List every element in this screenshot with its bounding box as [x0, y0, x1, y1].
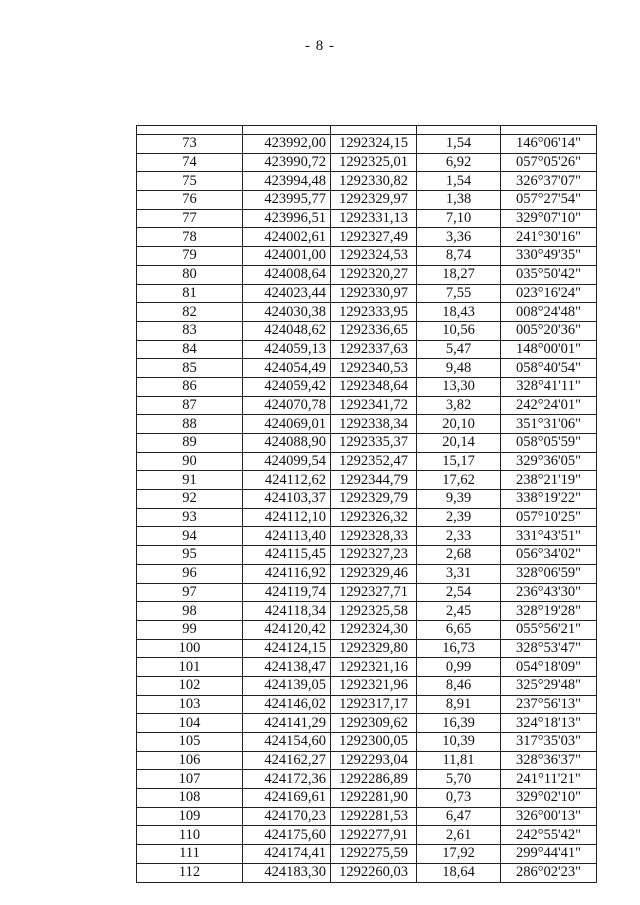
coordinates-table-body	[137, 126, 597, 883]
y-coordinate-cell: 1292341,72	[331, 396, 417, 415]
direction-angle-cell: 238°21'19"	[501, 471, 597, 490]
y-coordinate-cell: 1292260,03	[331, 863, 417, 882]
point-number-cell: 103	[137, 695, 243, 714]
point-number-cell: 89	[137, 434, 243, 453]
point-number-cell: 88	[137, 415, 243, 434]
direction-angle-cell: 058°40'54"	[501, 359, 597, 378]
y-coordinate-cell: 1292321,16	[331, 658, 417, 677]
y-coordinate-cell: 1292325,01	[331, 153, 417, 172]
direction-angle-cell: 317°35'03"	[501, 733, 597, 752]
point-number-cell: 91	[137, 471, 243, 490]
segment-length-cell: 3,82	[417, 396, 501, 415]
point-number-cell: 107	[137, 770, 243, 789]
point-number-cell: 85	[137, 359, 243, 378]
page-number: - 8 -	[305, 38, 335, 54]
table-row	[137, 602, 597, 621]
point-number-cell: 94	[137, 527, 243, 546]
direction-angle-cell: 331°43'51"	[501, 527, 597, 546]
direction-angle-cell: 057°10'25"	[501, 508, 597, 527]
segment-length-cell: 13,30	[417, 377, 501, 396]
point-number-cell: 83	[137, 321, 243, 340]
coordinates-table	[136, 125, 597, 883]
segment-length-cell: 7,10	[417, 209, 501, 228]
x-coordinate-cell: 424008,64	[243, 265, 331, 284]
x-coordinate-cell: 424099,54	[243, 452, 331, 471]
direction-angle-cell: 328°06'59"	[501, 564, 597, 583]
x-coordinate-cell: 424112,10	[243, 508, 331, 527]
y-coordinate-cell: 1292344,79	[331, 471, 417, 490]
point-number-cell: 101	[137, 658, 243, 677]
y-coordinate-cell: 1292317,17	[331, 695, 417, 714]
point-number-cell: 78	[137, 228, 243, 247]
segment-length-cell: 2,33	[417, 527, 501, 546]
x-coordinate-cell: 424115,45	[243, 546, 331, 565]
segment-length-cell: 17,62	[417, 471, 501, 490]
segment-length-cell: 6,92	[417, 153, 501, 172]
direction-angle-cell: 236°43'30"	[501, 583, 597, 602]
segment-length-cell: 2,39	[417, 508, 501, 527]
segment-length-cell: 18,64	[417, 863, 501, 882]
direction-angle-cell: 330°49'35"	[501, 247, 597, 266]
table-row	[137, 863, 597, 882]
y-coordinate-cell: 1292330,97	[331, 284, 417, 303]
table-top-spacer-row	[137, 126, 597, 135]
direction-angle-cell: 057°05'26"	[501, 153, 597, 172]
y-coordinate-cell: 1292337,63	[331, 340, 417, 359]
table-row	[137, 751, 597, 770]
y-coordinate-cell: 1292329,46	[331, 564, 417, 583]
direction-angle-cell: 054°18'09"	[501, 658, 597, 677]
y-coordinate-cell: 1292277,91	[331, 826, 417, 845]
y-coordinate-cell: 1292329,80	[331, 639, 417, 658]
x-coordinate-cell: 424103,37	[243, 490, 331, 509]
y-coordinate-cell: 1292333,95	[331, 303, 417, 322]
table-row	[137, 676, 597, 695]
x-coordinate-cell: 423994,48	[243, 172, 331, 191]
point-number-cell: 77	[137, 209, 243, 228]
direction-angle-cell: 329°36'05"	[501, 452, 597, 471]
segment-length-cell: 7,55	[417, 284, 501, 303]
y-coordinate-cell: 1292293,04	[331, 751, 417, 770]
direction-angle-cell: 058°05'59"	[501, 434, 597, 453]
direction-angle-cell: 326°00'13"	[501, 807, 597, 826]
point-number-cell: 90	[137, 452, 243, 471]
point-number-cell: 112	[137, 863, 243, 882]
point-number-cell: 97	[137, 583, 243, 602]
y-coordinate-cell: 1292327,71	[331, 583, 417, 602]
y-coordinate-cell: 1292275,59	[331, 845, 417, 864]
point-number-cell: 92	[137, 490, 243, 509]
x-coordinate-cell: 423996,51	[243, 209, 331, 228]
point-number-cell: 95	[137, 546, 243, 565]
table-row	[137, 359, 597, 378]
x-coordinate-cell: 424054,49	[243, 359, 331, 378]
table-row	[137, 303, 597, 322]
y-coordinate-cell: 1292324,15	[331, 135, 417, 154]
direction-angle-cell: 148°00'01"	[501, 340, 597, 359]
direction-angle-cell: 325°29'48"	[501, 676, 597, 695]
table-row	[137, 583, 597, 602]
table-row	[137, 770, 597, 789]
table-row	[137, 620, 597, 639]
table-row	[137, 639, 597, 658]
table-row	[137, 321, 597, 340]
point-number-cell: 82	[137, 303, 243, 322]
table-row	[137, 265, 597, 284]
segment-length-cell: 8,74	[417, 247, 501, 266]
y-coordinate-cell: 1292300,05	[331, 733, 417, 752]
y-coordinate-cell: 1292328,33	[331, 527, 417, 546]
x-coordinate-cell: 424001,00	[243, 247, 331, 266]
x-coordinate-cell: 424088,90	[243, 434, 331, 453]
point-number-cell: 87	[137, 396, 243, 415]
segment-length-cell: 2,45	[417, 602, 501, 621]
x-coordinate-cell: 424002,61	[243, 228, 331, 247]
segment-length-cell: 17,92	[417, 845, 501, 864]
segment-length-cell: 10,56	[417, 321, 501, 340]
direction-angle-cell: 056°34'02"	[501, 546, 597, 565]
segment-length-cell: 11,81	[417, 751, 501, 770]
point-number-cell: 110	[137, 826, 243, 845]
y-coordinate-cell: 1292327,49	[331, 228, 417, 247]
direction-angle-cell: 242°24'01"	[501, 396, 597, 415]
y-coordinate-cell: 1292324,53	[331, 247, 417, 266]
point-number-cell: 86	[137, 377, 243, 396]
segment-length-cell: 1,38	[417, 191, 501, 210]
table-row	[137, 340, 597, 359]
y-coordinate-cell: 1292330,82	[331, 172, 417, 191]
direction-angle-cell: 005°20'36"	[501, 321, 597, 340]
direction-angle-cell: 237°56'13"	[501, 695, 597, 714]
table-row	[137, 733, 597, 752]
direction-angle-cell: 328°41'11"	[501, 377, 597, 396]
segment-length-cell: 8,46	[417, 676, 501, 695]
segment-length-cell: 0,73	[417, 789, 501, 808]
x-coordinate-cell: 424116,92	[243, 564, 331, 583]
x-coordinate-cell: 424183,30	[243, 863, 331, 882]
table-row	[137, 377, 597, 396]
segment-length-cell: 6,65	[417, 620, 501, 639]
direction-angle-cell: 329°07'10"	[501, 209, 597, 228]
direction-angle-cell: 055°56'21"	[501, 620, 597, 639]
table-row	[137, 658, 597, 677]
x-coordinate-cell: 424169,61	[243, 789, 331, 808]
point-number-cell: 84	[137, 340, 243, 359]
point-number-cell: 109	[137, 807, 243, 826]
segment-length-cell: 10,39	[417, 733, 501, 752]
x-coordinate-cell: 424162,27	[243, 751, 331, 770]
segment-length-cell: 20,14	[417, 434, 501, 453]
segment-length-cell: 8,91	[417, 695, 501, 714]
point-number-cell: 105	[137, 733, 243, 752]
y-coordinate-cell: 1292338,34	[331, 415, 417, 434]
y-coordinate-cell: 1292281,90	[331, 789, 417, 808]
segment-length-cell: 2,54	[417, 583, 501, 602]
y-coordinate-cell: 1292336,65	[331, 321, 417, 340]
segment-length-cell: 18,43	[417, 303, 501, 322]
direction-angle-cell: 023°16'24"	[501, 284, 597, 303]
segment-length-cell: 1,54	[417, 135, 501, 154]
x-coordinate-cell: 424069,01	[243, 415, 331, 434]
segment-length-cell: 1,54	[417, 172, 501, 191]
point-number-cell: 100	[137, 639, 243, 658]
point-number-cell: 81	[137, 284, 243, 303]
segment-length-cell: 5,47	[417, 340, 501, 359]
direction-angle-cell: 242°55'42"	[501, 826, 597, 845]
y-coordinate-cell: 1292321,96	[331, 676, 417, 695]
x-coordinate-cell: 424124,15	[243, 639, 331, 658]
y-coordinate-cell: 1292281,53	[331, 807, 417, 826]
segment-length-cell: 2,61	[417, 826, 501, 845]
segment-length-cell: 5,70	[417, 770, 501, 789]
point-number-cell: 96	[137, 564, 243, 583]
direction-angle-cell: 057°27'54"	[501, 191, 597, 210]
x-coordinate-cell: 424030,38	[243, 303, 331, 322]
y-coordinate-cell: 1292320,27	[331, 265, 417, 284]
y-coordinate-cell: 1292309,62	[331, 714, 417, 733]
y-coordinate-cell: 1292340,53	[331, 359, 417, 378]
point-number-cell: 106	[137, 751, 243, 770]
x-coordinate-cell: 424154,60	[243, 733, 331, 752]
x-coordinate-cell: 423992,00	[243, 135, 331, 154]
direction-angle-cell: 146°06'14"	[501, 135, 597, 154]
table-row	[137, 284, 597, 303]
direction-angle-cell: 329°02'10"	[501, 789, 597, 808]
table-row	[137, 247, 597, 266]
table-row	[137, 789, 597, 808]
y-coordinate-cell: 1292324,30	[331, 620, 417, 639]
table-row	[137, 434, 597, 453]
x-coordinate-cell: 424059,13	[243, 340, 331, 359]
y-coordinate-cell: 1292326,32	[331, 508, 417, 527]
x-coordinate-cell: 424059,42	[243, 377, 331, 396]
segment-length-cell: 2,68	[417, 546, 501, 565]
x-coordinate-cell: 423995,77	[243, 191, 331, 210]
table-row	[137, 508, 597, 527]
table-row	[137, 826, 597, 845]
x-coordinate-cell: 424113,40	[243, 527, 331, 546]
x-coordinate-cell: 424175,60	[243, 826, 331, 845]
segment-length-cell: 9,48	[417, 359, 501, 378]
table-row	[137, 415, 597, 434]
x-coordinate-cell: 424170,23	[243, 807, 331, 826]
x-coordinate-cell: 424172,36	[243, 770, 331, 789]
table-row	[137, 209, 597, 228]
point-number-cell: 108	[137, 789, 243, 808]
table-row	[137, 172, 597, 191]
table-row	[137, 714, 597, 733]
point-number-cell: 111	[137, 845, 243, 864]
table-row	[137, 845, 597, 864]
x-coordinate-cell: 424139,05	[243, 676, 331, 695]
segment-length-cell: 0,99	[417, 658, 501, 677]
point-number-cell: 98	[137, 602, 243, 621]
direction-angle-cell: 241°11'21"	[501, 770, 597, 789]
direction-angle-cell: 035°50'42"	[501, 265, 597, 284]
direction-angle-cell: 324°18'13"	[501, 714, 597, 733]
direction-angle-cell: 351°31'06"	[501, 415, 597, 434]
table-row	[137, 191, 597, 210]
table-row	[137, 471, 597, 490]
y-coordinate-cell: 1292329,97	[331, 191, 417, 210]
y-coordinate-cell: 1292329,79	[331, 490, 417, 509]
direction-angle-cell: 326°37'07"	[501, 172, 597, 191]
table-row	[137, 564, 597, 583]
table-row	[137, 135, 597, 154]
x-coordinate-cell: 424023,44	[243, 284, 331, 303]
y-coordinate-cell: 1292352,47	[331, 452, 417, 471]
x-coordinate-cell: 424118,34	[243, 602, 331, 621]
table-row	[137, 452, 597, 471]
direction-angle-cell: 299°44'41"	[501, 845, 597, 864]
segment-length-cell: 20,10	[417, 415, 501, 434]
y-coordinate-cell: 1292335,37	[331, 434, 417, 453]
x-coordinate-cell: 424048,62	[243, 321, 331, 340]
table-row	[137, 228, 597, 247]
table-row	[137, 695, 597, 714]
table-row	[137, 490, 597, 509]
direction-angle-cell: 328°53'47"	[501, 639, 597, 658]
x-coordinate-cell: 424146,02	[243, 695, 331, 714]
direction-angle-cell: 328°36'37"	[501, 751, 597, 770]
segment-length-cell: 15,17	[417, 452, 501, 471]
x-coordinate-cell: 423990,72	[243, 153, 331, 172]
point-number-cell: 93	[137, 508, 243, 527]
point-number-cell: 80	[137, 265, 243, 284]
direction-angle-cell: 008°24'48"	[501, 303, 597, 322]
x-coordinate-cell: 424138,47	[243, 658, 331, 677]
table-row	[137, 153, 597, 172]
x-coordinate-cell: 424174,41	[243, 845, 331, 864]
y-coordinate-cell: 1292331,13	[331, 209, 417, 228]
segment-length-cell: 6,47	[417, 807, 501, 826]
x-coordinate-cell: 424112,62	[243, 471, 331, 490]
x-coordinate-cell: 424119,74	[243, 583, 331, 602]
point-number-cell: 75	[137, 172, 243, 191]
point-number-cell: 73	[137, 135, 243, 154]
y-coordinate-cell: 1292348,64	[331, 377, 417, 396]
direction-angle-cell: 286°02'23"	[501, 863, 597, 882]
segment-length-cell: 3,31	[417, 564, 501, 583]
table-row	[137, 527, 597, 546]
x-coordinate-cell: 424141,29	[243, 714, 331, 733]
segment-length-cell: 18,27	[417, 265, 501, 284]
point-number-cell: 104	[137, 714, 243, 733]
x-coordinate-cell: 424070,78	[243, 396, 331, 415]
table-row	[137, 546, 597, 565]
point-number-cell: 99	[137, 620, 243, 639]
segment-length-cell: 16,39	[417, 714, 501, 733]
point-number-cell: 79	[137, 247, 243, 266]
segment-length-cell: 3,36	[417, 228, 501, 247]
point-number-cell: 74	[137, 153, 243, 172]
direction-angle-cell: 338°19'22"	[501, 490, 597, 509]
table-row	[137, 807, 597, 826]
y-coordinate-cell: 1292327,23	[331, 546, 417, 565]
y-coordinate-cell: 1292325,58	[331, 602, 417, 621]
y-coordinate-cell: 1292286,89	[331, 770, 417, 789]
point-number-cell: 102	[137, 676, 243, 695]
segment-length-cell: 16,73	[417, 639, 501, 658]
point-number-cell: 76	[137, 191, 243, 210]
table-row	[137, 396, 597, 415]
segment-length-cell: 9,39	[417, 490, 501, 509]
x-coordinate-cell: 424120,42	[243, 620, 331, 639]
direction-angle-cell: 328°19'28"	[501, 602, 597, 621]
direction-angle-cell: 241°30'16"	[501, 228, 597, 247]
